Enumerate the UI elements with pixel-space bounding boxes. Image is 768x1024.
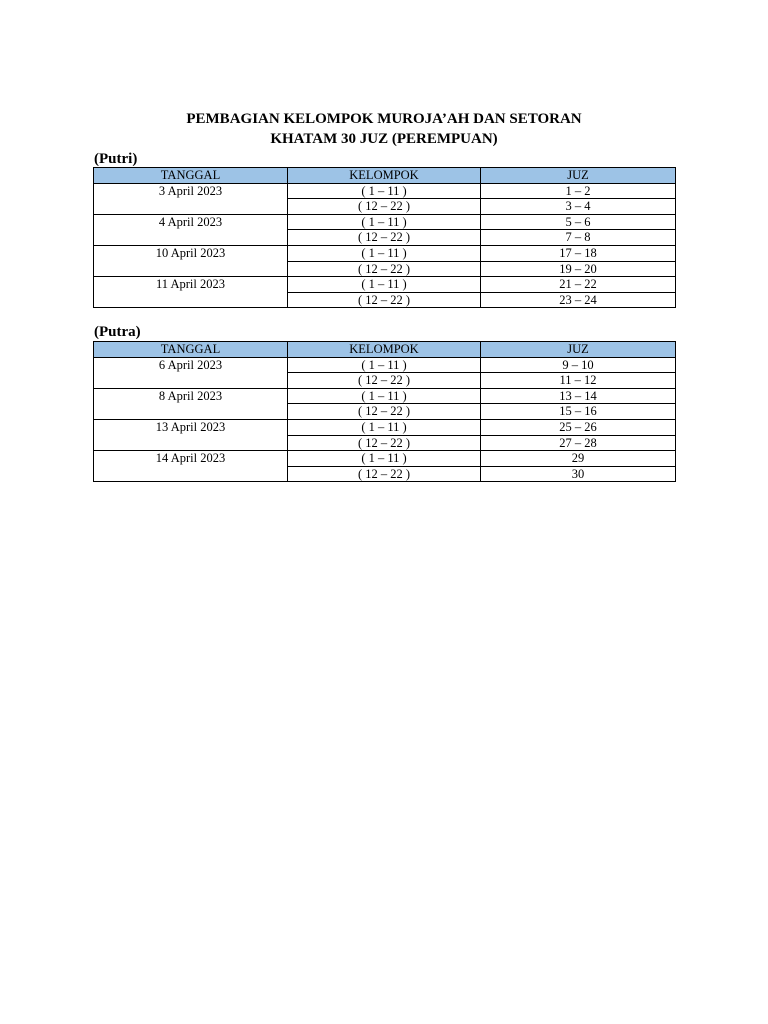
table-header-row [94, 342, 676, 358]
section-label-putri: (Putri) [94, 151, 138, 167]
group-cell: ( 1 – 11 ) [288, 451, 481, 467]
juz-cell: 11 – 12 [481, 373, 676, 389]
juz-cell: 19 – 20 [481, 261, 676, 277]
table-row [94, 214, 676, 230]
juz-cell: 25 – 26 [481, 419, 676, 435]
juz-cell: 29 [481, 451, 676, 467]
column-header-group: KELOMPOK [288, 168, 481, 184]
table-row [94, 419, 676, 435]
juz-cell: 7 – 8 [481, 230, 676, 246]
document-title-line1: PEMBAGIAN KELOMPOK MUROJA’AH DAN SETORAN [186, 111, 582, 127]
juz-cell: 3 – 4 [481, 199, 676, 215]
table-row [94, 277, 676, 293]
schedule-table-putri [93, 167, 676, 308]
juz-cell: 21 – 22 [481, 277, 676, 293]
juz-cell: 1 – 2 [481, 183, 676, 199]
juz-cell: 5 – 6 [481, 214, 676, 230]
date-cell: 14 April 2023 [94, 451, 288, 482]
section-label-putra: (Putra) [94, 324, 141, 340]
column-header-date: TANGGAL [94, 342, 288, 358]
juz-cell: 27 – 28 [481, 435, 676, 451]
column-header-date: TANGGAL [94, 168, 288, 184]
group-cell: ( 1 – 11 ) [288, 419, 481, 435]
group-cell: ( 1 – 11 ) [288, 245, 481, 261]
table-row [94, 357, 676, 373]
table-row [94, 451, 676, 467]
table-row [94, 245, 676, 261]
group-cell: ( 1 – 11 ) [288, 357, 481, 373]
date-cell: 6 April 2023 [94, 357, 288, 388]
schedule-table-putra [93, 341, 676, 482]
column-header-juz: JUZ [481, 168, 676, 184]
date-cell: 3 April 2023 [94, 183, 288, 214]
date-cell: 13 April 2023 [94, 419, 288, 450]
juz-cell: 23 – 24 [481, 292, 676, 308]
column-header-juz: JUZ [481, 342, 676, 358]
date-cell: 8 April 2023 [94, 388, 288, 419]
date-cell: 10 April 2023 [94, 245, 288, 276]
group-cell: ( 12 – 22 ) [288, 199, 481, 215]
group-cell: ( 12 – 22 ) [288, 373, 481, 389]
group-cell: ( 12 – 22 ) [288, 404, 481, 420]
juz-cell: 17 – 18 [481, 245, 676, 261]
juz-cell: 13 – 14 [481, 388, 676, 404]
table-row [94, 183, 676, 199]
group-cell: ( 1 – 11 ) [288, 214, 481, 230]
group-cell: ( 12 – 22 ) [288, 261, 481, 277]
date-cell: 11 April 2023 [94, 277, 288, 308]
date-cell: 4 April 2023 [94, 214, 288, 245]
group-cell: ( 12 – 22 ) [288, 435, 481, 451]
group-cell: ( 12 – 22 ) [288, 466, 481, 482]
group-cell: ( 1 – 11 ) [288, 388, 481, 404]
document-title-line2: KHATAM 30 JUZ (PEREMPUAN) [270, 131, 498, 147]
table-header-row [94, 168, 676, 184]
column-header-group: KELOMPOK [288, 342, 481, 358]
juz-cell: 30 [481, 466, 676, 482]
group-cell: ( 1 – 11 ) [288, 183, 481, 199]
juz-cell: 15 – 16 [481, 404, 676, 420]
group-cell: ( 1 – 11 ) [288, 277, 481, 293]
group-cell: ( 12 – 22 ) [288, 292, 481, 308]
juz-cell: 9 – 10 [481, 357, 676, 373]
table-row [94, 388, 676, 404]
group-cell: ( 12 – 22 ) [288, 230, 481, 246]
